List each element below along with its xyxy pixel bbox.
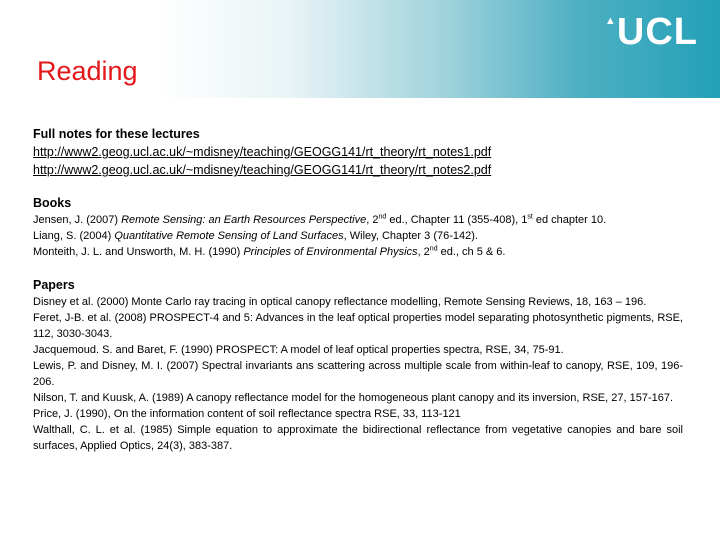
books-heading: Books [33, 196, 72, 210]
paper-item: Disney et al. (2000) Monte Carlo ray tracing in optical canopy reflectance modelling, Remote Sensing Reviews, 18, 163 – 196. [33, 296, 647, 308]
book-item: Liang, S. (2004) Quantitative Remote Sensing of Land Surfaces, Wiley, Chapter 3 (76-142). [33, 230, 478, 242]
paper-item: Jacquemoud. S. and Baret, F. (1990) PROSPECT: A model of leaf optical properties spectra, RSE, 34, 75-91. [33, 344, 564, 356]
paper-item: Feret, J-B. et al. (2008) PROSPECT-4 and 5: Advances in the leaf optical properties model separating photosynthetic pigments, RSE, 112, 3030-3043. [33, 312, 683, 340]
notes-link-1[interactable]: http://www2.geog.ucl.ac.uk/~mdisney/teaching/GEOGG141/rt_theory/rt_notes1.pdf [33, 145, 492, 159]
paper-item: Lewis, P. and Disney, M. I. (2007) Spectral invariants ans scattering across multiple scale from within-leaf to canopy, RSE, 109, 196-206. [33, 360, 683, 388]
reading-content [33, 126, 683, 454]
book-item: Monteith, J. L. and Unsworth, M. H. (1990) Principles of Environmental Physics, 2nd ed., ch 5 & 6. [33, 245, 506, 258]
book-item: Jensen, J. (2007) Remote Sensing: an Earth Resources Perspective, 2nd ed., Chapter 11 (355-408), 1st ed chapter 10. [33, 213, 607, 226]
paper-item: Price, J. (1990), On the information content of soil reflectance spectra RSE, 33, 113-121 [33, 408, 461, 420]
paper-item: Walthall, C. L. et al. (1985) Simple equation to approximate the bidirectional reflectance from vegetative canopies and bare soil surfaces, Applied Optics, 24(3), 383-387. [33, 424, 683, 452]
page-title: Reading [37, 56, 138, 86]
ucl-logo [604, 8, 698, 56]
paper-item: Nilson, T. and Kuusk, A. (1989) A canopy reflectance model for the homogeneous plant canopy and its inversion, RSE, 27, 157-167. [33, 392, 674, 404]
logo-mark-icon: ▲ [604, 15, 617, 27]
notes-link-2[interactable]: http://www2.geog.ucl.ac.uk/~mdisney/teaching/GEOGG141/rt_theory/rt_notes2.pdf [33, 163, 492, 177]
logo-text: UCL [616, 11, 698, 53]
notes-heading: Full notes for these lectures [33, 127, 200, 141]
papers-heading: Papers [33, 278, 75, 292]
